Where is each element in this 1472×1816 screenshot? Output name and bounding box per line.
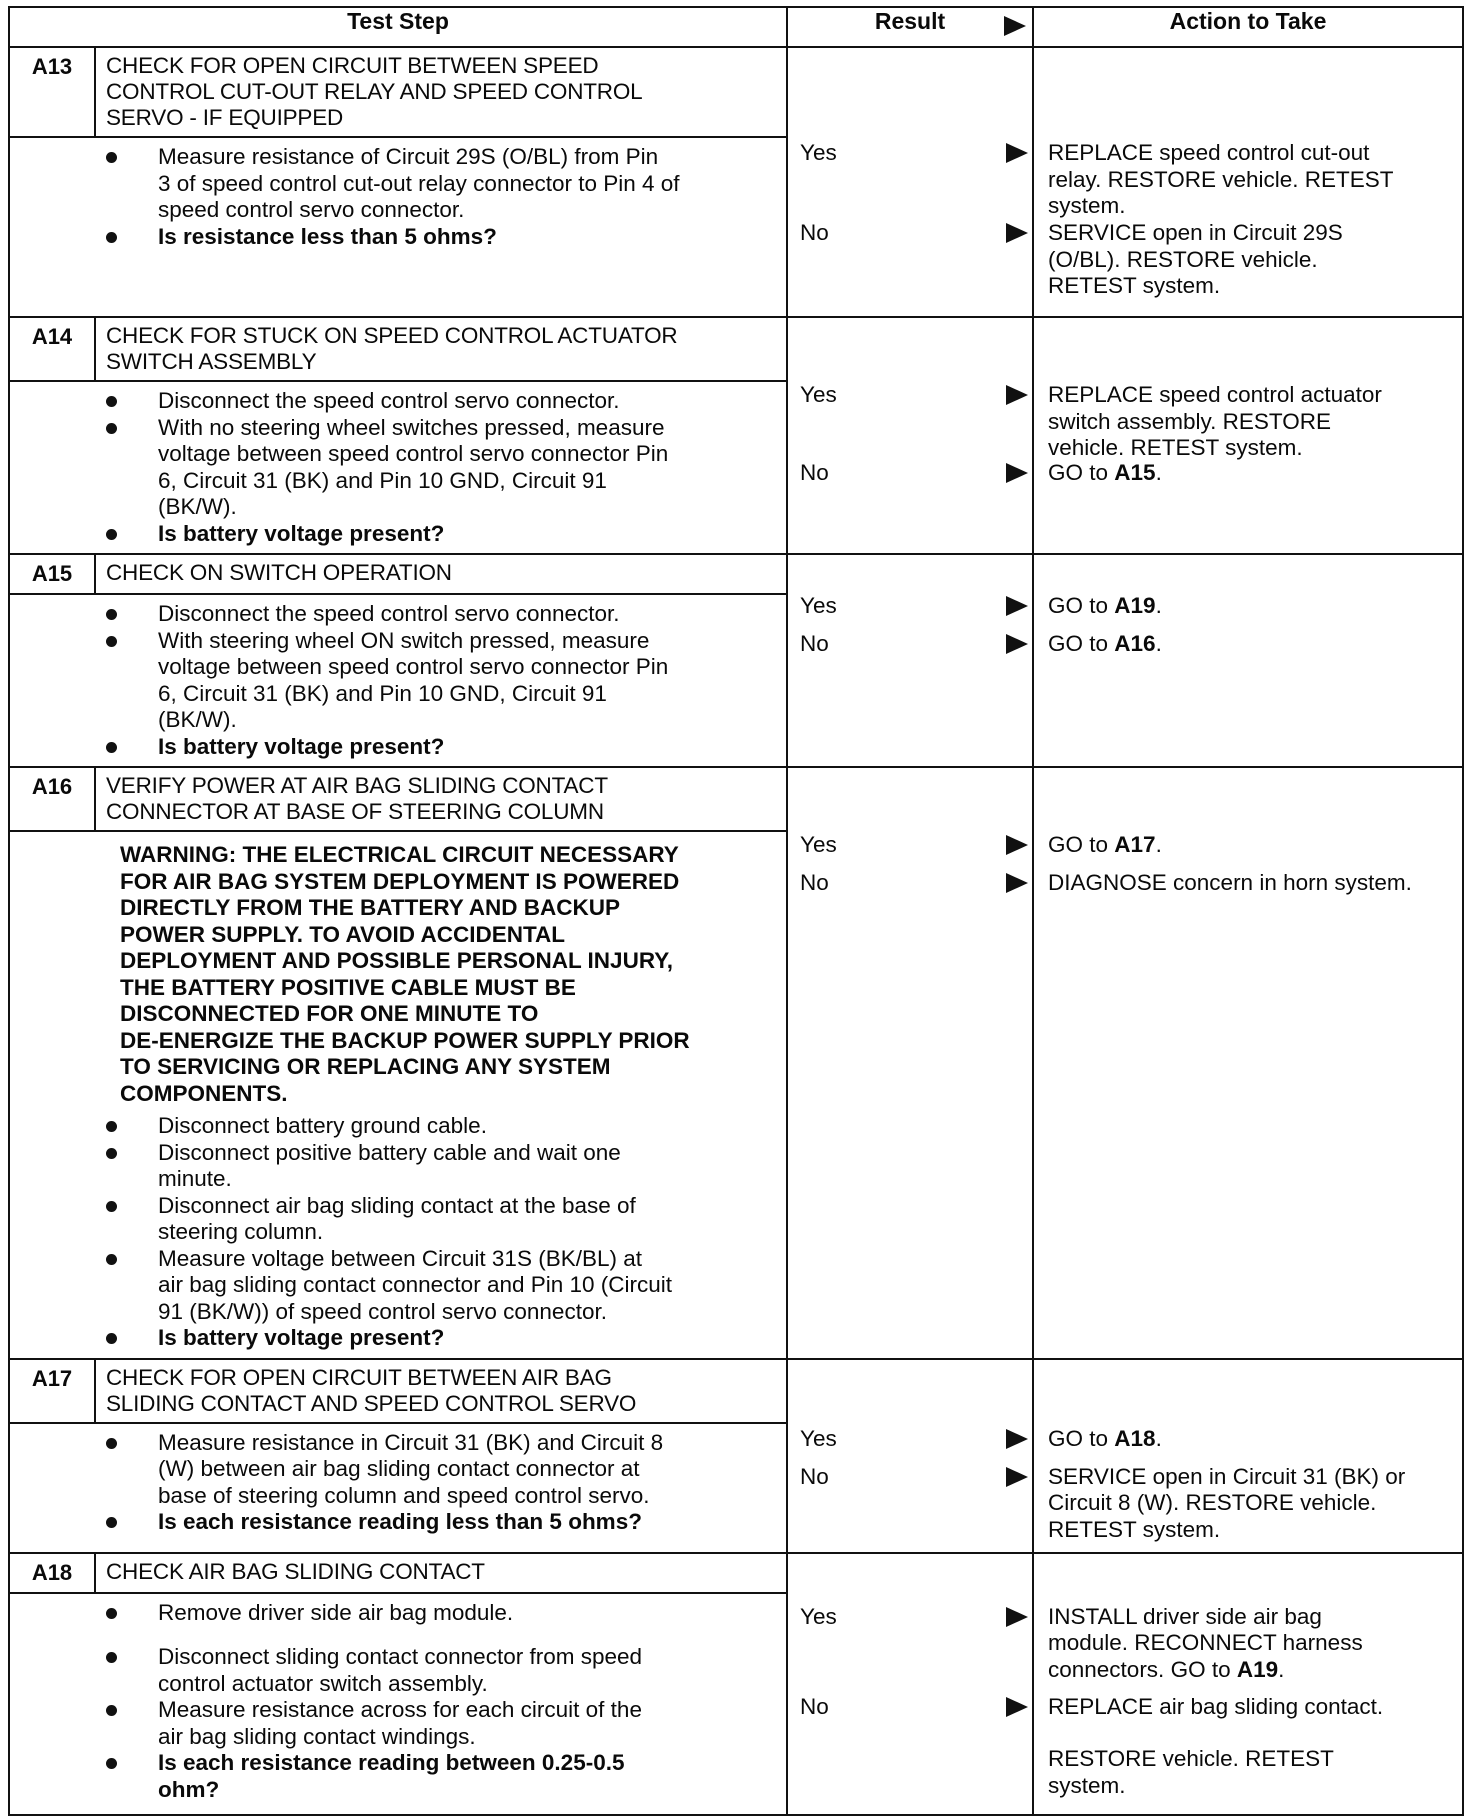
arrow-right-icon <box>1006 1697 1028 1717</box>
instruction-item <box>106 144 776 224</box>
step-id: A14 <box>10 318 95 381</box>
step-row-a14 <box>9 317 1463 554</box>
result-label: No <box>800 460 829 485</box>
bullet-line: Measure resistance in Circuit 31 (BK) and Circuit 8 <box>158 1429 664 1455</box>
action-line: relay. RESTORE vehicle. RETEST <box>1048 166 1394 192</box>
step-bullets <box>24 1113 776 1352</box>
bullet-line: 6, Circuit 31 (BK) and Pin 10 GND, Circuit 91 <box>158 467 607 493</box>
step-row-a18 <box>9 1553 1463 1815</box>
action-line: module. RECONNECT harness <box>1048 1630 1363 1655</box>
step-title-line: CHECK AIR BAG SLIDING CONTACT <box>106 1558 485 1584</box>
arrow-right-icon <box>1006 634 1028 654</box>
bullet-line: (BK/W). <box>158 494 237 519</box>
arrow-right-icon <box>1006 1467 1028 1487</box>
result-label: No <box>800 870 829 895</box>
step-title-row <box>10 768 786 831</box>
test-step-cell <box>9 317 787 554</box>
action-cell <box>1033 47 1463 317</box>
warning-line: TO SERVICING OR REPLACING ANY SYSTEM <box>120 1054 611 1079</box>
warning-text <box>24 842 776 1107</box>
instruction-item <box>106 1600 776 1627</box>
result-yes <box>788 382 1032 408</box>
header-test-step: Test Step <box>9 7 787 47</box>
step-title <box>95 555 786 594</box>
step-title-line: SERVO - IF EQUIPPED <box>106 105 344 130</box>
step-body <box>10 1423 786 1542</box>
action-line: REPLACE air bag sliding contact. <box>1048 1693 1384 1719</box>
result-no <box>788 631 1032 657</box>
step-title-line: CONTROL CUT-OUT RELAY AND SPEED CONTROL <box>106 79 643 104</box>
result-no <box>788 870 1032 896</box>
bullet-line: voltage between speed control servo connector Pin <box>158 654 669 679</box>
arrow-right-icon <box>1006 1429 1028 1449</box>
instruction-item <box>106 1140 776 1193</box>
result-label: Yes <box>800 832 837 857</box>
step-title <box>95 318 786 381</box>
bullet-line: Is resistance less than 5 ohms? <box>158 223 497 249</box>
diagnostic-sheet <box>8 6 1462 1816</box>
result-no <box>788 1694 1032 1720</box>
step-reference: A19 <box>1236 1656 1279 1682</box>
warning-line: WARNING: THE ELECTRICAL CIRCUIT NECESSARY <box>120 842 679 867</box>
bullet-line: ohm? <box>158 1776 220 1802</box>
result-label: No <box>800 631 829 656</box>
action-no <box>1048 1694 1458 1800</box>
question-item <box>106 1750 776 1803</box>
arrow-right-icon <box>1006 463 1028 483</box>
bullet-line: Is battery voltage present? <box>158 520 445 546</box>
question-item <box>106 1509 776 1536</box>
bullet-line: (W) between air bag sliding contact connector at <box>158 1456 640 1481</box>
bullet-line: 91 (BK/W)) of speed control servo connector. <box>158 1298 607 1324</box>
instruction-item <box>106 1193 776 1246</box>
step-body <box>10 831 786 1358</box>
step-inner <box>10 1360 786 1542</box>
step-body-row <box>10 594 786 766</box>
result-cell <box>787 1553 1033 1815</box>
warning-line: DISCONNECTED FOR ONE MINUTE TO <box>120 1001 539 1026</box>
step-body-row <box>10 137 786 256</box>
step-bullets <box>24 388 776 547</box>
step-body-row <box>10 831 786 1358</box>
result-label: Yes <box>800 382 837 407</box>
arrow-right-icon <box>1006 385 1028 405</box>
step-body <box>10 594 786 766</box>
question-item <box>106 224 776 251</box>
warning-line: POWER SUPPLY. TO AVOID ACCIDENTAL <box>120 921 566 947</box>
arrow-right-icon <box>1006 1607 1028 1627</box>
action-no <box>1048 460 1458 487</box>
bullet-line: Is battery voltage present? <box>158 1325 445 1350</box>
action-line: REPLACE speed control actuator <box>1048 382 1382 407</box>
step-id: A15 <box>10 555 95 594</box>
bullet-line: With no steering wheel switches pressed, measure <box>158 414 665 440</box>
step-row-a15 <box>9 554 1463 767</box>
bullet-line: Disconnect positive battery cable and wait one <box>158 1139 621 1165</box>
action-line <box>1048 1720 1458 1746</box>
step-reference: A17 <box>1114 832 1156 857</box>
step-title-row <box>10 1554 786 1593</box>
arrow-right-icon <box>1006 873 1028 893</box>
action-yes <box>1048 382 1458 462</box>
action-line: SERVICE open in Circuit 29S <box>1048 220 1343 245</box>
arrow-right-icon <box>1006 143 1028 163</box>
bullet-line: Is each resistance reading less than 5 ohms? <box>158 1509 642 1534</box>
instruction-item <box>106 601 776 628</box>
step-inner <box>10 318 786 553</box>
action-line: connectors. GO to A19. <box>1048 1656 1285 1682</box>
bullet-line: (BK/W). <box>158 707 237 732</box>
action-cell <box>1033 317 1463 554</box>
bullet-line: Disconnect sliding contact connector from speed <box>158 1644 643 1669</box>
action-cell <box>1033 767 1463 1359</box>
result-cell <box>787 767 1033 1359</box>
action-line: vehicle. RETEST system. <box>1048 435 1303 460</box>
test-step-cell <box>9 767 787 1359</box>
bullet-line: voltage between speed control servo connector Pin <box>158 441 669 466</box>
question-item <box>106 734 776 761</box>
step-inner <box>10 555 786 766</box>
step-id: A16 <box>10 768 95 831</box>
bullet-line: base of steering column and speed control servo. <box>158 1482 650 1508</box>
action-cell <box>1033 1359 1463 1553</box>
action-line: SERVICE open in Circuit 31 (BK) or <box>1048 1463 1406 1489</box>
result-yes <box>788 593 1032 619</box>
bullet-line: air bag sliding contact connector and Pin 10 (Circuit <box>158 1272 673 1297</box>
step-row-a16 <box>9 767 1463 1359</box>
action-cell <box>1033 554 1463 767</box>
arrow-right-icon <box>1006 596 1028 616</box>
diagnostic-table <box>8 6 1464 1816</box>
step-reference: A19 <box>1114 593 1156 618</box>
step-title-line: VERIFY POWER AT AIR BAG SLIDING CONTACT <box>106 773 608 798</box>
step-inner <box>10 768 786 1358</box>
arrow-right-icon <box>1004 16 1026 36</box>
action-line: Circuit 8 (W). RESTORE vehicle. <box>1048 1490 1377 1515</box>
step-title-line: CHECK FOR OPEN CIRCUIT BETWEEN AIR BAG <box>106 1364 612 1390</box>
step-title-row <box>10 555 786 594</box>
header-result-label: Result <box>874 8 946 34</box>
arrow-right-icon <box>1006 223 1028 243</box>
warning-line: DE-ENERGIZE THE BACKUP POWER SUPPLY PRIOR <box>120 1027 690 1053</box>
action-no <box>1048 631 1458 658</box>
action-line: (O/BL). RESTORE vehicle. <box>1048 246 1318 272</box>
action-yes <box>1048 832 1458 859</box>
action-line: DIAGNOSE concern in horn system. <box>1048 870 1412 895</box>
action-line: GO to A19. <box>1048 593 1162 618</box>
bullet-line: speed control servo connector. <box>158 197 465 222</box>
bullet-line: control actuator switch assembly. <box>158 1670 488 1696</box>
action-line: GO to A17. <box>1048 832 1162 857</box>
bullet-line: Disconnect the speed control servo connector. <box>158 601 620 626</box>
result-no <box>788 460 1032 486</box>
step-reference: A15 <box>1114 460 1156 485</box>
bullet-line: Measure resistance of Circuit 29S (O/BL) from Pin <box>158 144 659 169</box>
action-line: GO to A15. <box>1048 460 1162 485</box>
instruction-item <box>106 415 776 521</box>
result-yes <box>788 1426 1032 1452</box>
bullet-line: 3 of speed control cut-out relay connector to Pin 4 of <box>158 170 680 196</box>
header-result <box>787 7 1033 47</box>
result-label: Yes <box>800 140 837 165</box>
step-title <box>95 1360 786 1423</box>
bullet-line: air bag sliding contact windings. <box>158 1723 476 1749</box>
result-no <box>788 1464 1032 1490</box>
action-no <box>1048 1464 1458 1544</box>
question-item <box>106 1325 776 1352</box>
step-title <box>95 1554 786 1593</box>
step-id: A18 <box>10 1554 95 1593</box>
result-label: Yes <box>800 1425 837 1451</box>
header-action: Action to Take <box>1033 7 1463 47</box>
step-title-line: SLIDING CONTACT AND SPEED CONTROL SERVO <box>106 1390 637 1416</box>
test-step-cell <box>9 554 787 767</box>
result-cell <box>787 317 1033 554</box>
step-title-line: CHECK FOR STUCK ON SPEED CONTROL ACTUATOR <box>106 323 678 348</box>
step-title <box>95 768 786 831</box>
bullet-line: Measure voltage between Circuit 31S (BK/BL) at <box>158 1245 642 1271</box>
action-yes <box>1048 1604 1458 1684</box>
warning-line: THE BATTERY POSITIVE CABLE MUST BE <box>120 974 576 1000</box>
step-body <box>10 1593 786 1810</box>
action-line: GO to A18. <box>1048 1425 1162 1451</box>
step-bullets <box>24 601 776 760</box>
action-line: switch assembly. RESTORE <box>1048 408 1331 434</box>
bullet-line: Disconnect the speed control servo connector. <box>158 388 620 413</box>
step-title-row <box>10 318 786 381</box>
action-line: RETEST system. <box>1048 273 1221 298</box>
step-reference: A16 <box>1114 631 1156 656</box>
step-body <box>10 381 786 553</box>
bullet-line: Remove driver side air bag module. <box>158 1599 514 1625</box>
test-step-cell <box>9 47 787 317</box>
bullet-line: steering column. <box>158 1219 324 1244</box>
step-title-line: SWITCH ASSEMBLY <box>106 349 317 374</box>
bullet-line: Disconnect air bag sliding contact at the base of <box>158 1192 636 1218</box>
result-no <box>788 220 1032 246</box>
step-title-row <box>10 1360 786 1423</box>
action-yes <box>1048 593 1458 620</box>
instruction-item <box>106 1430 776 1510</box>
step-row-a17 <box>9 1359 1463 1553</box>
step-body <box>10 137 786 256</box>
instruction-item <box>106 1644 776 1697</box>
action-cell <box>1033 1553 1463 1815</box>
action-line: system. <box>1048 1772 1126 1798</box>
step-inner <box>10 1554 786 1810</box>
step-id: A17 <box>10 1360 95 1423</box>
bullet-line: With steering wheel ON switch pressed, measure <box>158 627 650 653</box>
arrow-right-icon <box>1006 835 1028 855</box>
test-step-cell <box>9 1553 787 1815</box>
bullet-line: Disconnect battery ground cable. <box>158 1113 487 1138</box>
step-body-row <box>10 1593 786 1810</box>
action-line: RETEST system. <box>1048 1516 1221 1542</box>
action-line: system. <box>1048 193 1126 218</box>
bullet-line: minute. <box>158 1166 232 1191</box>
result-label: Yes <box>800 1603 837 1629</box>
table-header <box>9 7 1463 47</box>
result-cell <box>787 554 1033 767</box>
result-yes <box>788 140 1032 166</box>
question-item <box>106 521 776 548</box>
step-bullets <box>24 1600 776 1804</box>
step-body-row <box>10 381 786 553</box>
test-step-cell <box>9 1359 787 1553</box>
result-yes <box>788 1604 1032 1630</box>
step-title-row <box>10 48 786 137</box>
result-cell <box>787 1359 1033 1553</box>
action-line: GO to A16. <box>1048 631 1162 656</box>
action-no <box>1048 220 1458 300</box>
step-title-line: CONNECTOR AT BASE OF STEERING COLUMN <box>106 799 604 824</box>
warning-line: COMPONENTS. <box>120 1080 288 1106</box>
step-bullets <box>24 144 776 250</box>
step-body-row <box>10 1423 786 1542</box>
bullet-line: 6, Circuit 31 (BK) and Pin 10 GND, Circuit 91 <box>158 680 607 706</box>
step-inner <box>10 48 786 256</box>
action-no <box>1048 870 1458 897</box>
step-row-a13 <box>9 47 1463 317</box>
action-line: REPLACE speed control cut-out <box>1048 140 1370 165</box>
result-label: No <box>800 1693 829 1719</box>
step-bullets <box>24 1430 776 1536</box>
result-cell <box>787 47 1033 317</box>
instruction-item <box>106 628 776 734</box>
instruction-item <box>106 1246 776 1326</box>
warning-line: DEPLOYMENT AND POSSIBLE PERSONAL INJURY, <box>120 948 673 973</box>
instruction-item <box>106 388 776 415</box>
bullet-line: Measure resistance across for each circuit of the <box>158 1697 642 1722</box>
result-yes <box>788 832 1032 858</box>
step-title <box>95 48 786 137</box>
table-body <box>9 47 1463 1815</box>
instruction-item <box>106 1113 776 1140</box>
bullet-line: Is each resistance reading between 0.25-0.5 <box>158 1750 625 1775</box>
action-line: INSTALL driver side air bag <box>1048 1603 1322 1629</box>
warning-line: FOR AIR BAG SYSTEM DEPLOYMENT IS POWERED <box>120 868 680 894</box>
result-label: Yes <box>800 593 837 618</box>
action-line: RESTORE vehicle. RETEST <box>1048 1746 1334 1771</box>
step-reference: A18 <box>1114 1425 1156 1451</box>
bullet-line: Is battery voltage present? <box>158 733 445 759</box>
result-label: No <box>800 220 829 245</box>
warning-line: DIRECTLY FROM THE BATTERY AND BACKUP <box>120 895 621 920</box>
action-yes <box>1048 140 1458 220</box>
instruction-item <box>106 1697 776 1750</box>
step-title-line: CHECK FOR OPEN CIRCUIT BETWEEN SPEED <box>106 53 599 78</box>
action-yes <box>1048 1426 1458 1453</box>
step-title-line: CHECK ON SWITCH OPERATION <box>106 560 452 585</box>
result-label: No <box>800 1463 829 1489</box>
step-id: A13 <box>10 48 95 137</box>
